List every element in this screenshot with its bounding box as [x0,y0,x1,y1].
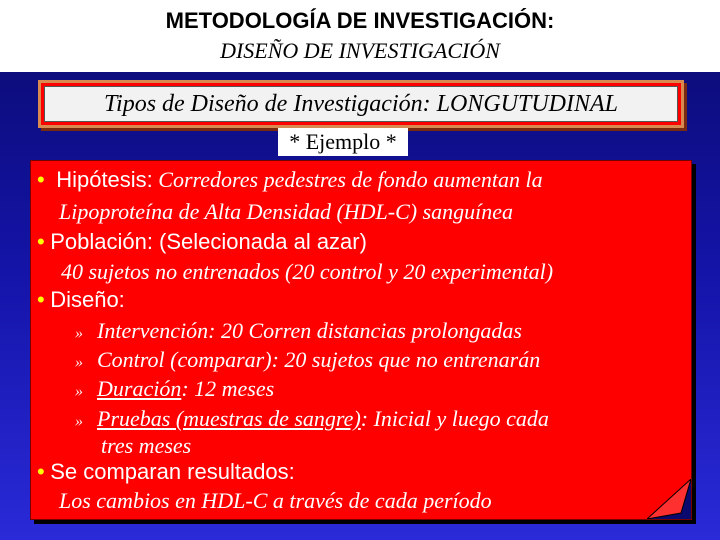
hipotesis-text-line2: Lipoproteína de Alta Densidad (HDL-C) sanguínea [59,199,514,224]
sub-bullet-icon: » [75,383,83,400]
slide-title: METODOLOGÍA DE INVESTIGACIÓN: [165,8,555,33]
slide-subtitle: DISEÑO DE INVESTIGACIÓN [220,38,500,63]
design-type-text [104,91,618,118]
sub-bullet-icon: » [75,325,83,342]
design-type-label: Tipos de Diseño de Investigación: [104,90,431,117]
diseno-item: » Duración: 12 meses [75,376,275,401]
bullet-icon: • [37,229,45,254]
diseno-label: Diseño: [50,287,125,312]
folded-corner-icon [647,479,691,519]
example-label: * Ejemplo * [278,128,408,156]
hipotesis-label: Hipótesis: [56,167,153,192]
diseno-item: » Pruebas (muestras de sangre): Inicial y luego cada [75,406,549,431]
design-type-value: LONGUTUDINAL [436,90,618,117]
diseno-item: » Intervención: 20 Corren distancias prolongadas [75,318,522,343]
diseno-item: » Control (comparar): 20 sujetos que no entrenarán [75,347,541,372]
bullet-icon: • [37,459,45,484]
content-card [30,160,692,520]
poblacion-label: Población: (Selecionada al azar) [50,229,367,254]
bullet-icon: • [37,167,45,192]
diseno-item-continuation: tres meses [101,433,192,458]
hipotesis-line [37,167,543,193]
sub-bullet-icon: » [75,413,83,430]
sub-bullet-icon: » [75,354,83,371]
poblacion-line [37,229,367,255]
resultados-label: Se comparan resultados: [50,459,295,484]
poblacion-text: 40 sujetos no entrenados (20 control y 20 experimental) [61,259,554,284]
bullet-icon: • [37,287,45,312]
design-type-inner [44,86,678,122]
resultados-line [37,459,295,485]
diseno-line [37,287,125,313]
hipotesis-text: Corredores pedestres de fondo aumentan la [158,167,543,192]
resultados-text: Los cambios en HDL-C a través de cada período [59,488,492,513]
design-type-box [38,80,684,128]
